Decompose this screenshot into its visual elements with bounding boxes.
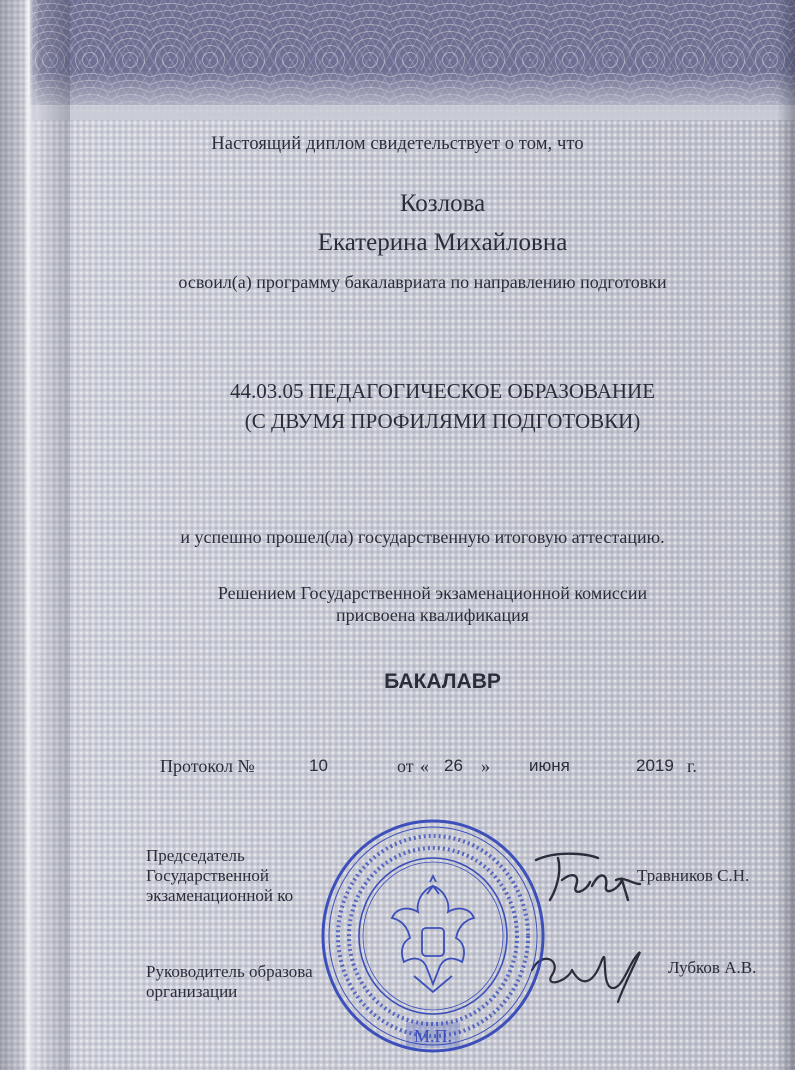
specialty-code-title: 44.03.05 ПЕДАГОГИЧЕСКОЕ ОБРАЗОВАНИЕ	[229, 379, 656, 403]
intro-text: Настоящий диплом свидетельствует о том, что	[211, 134, 584, 154]
chairman-title-line3: экзаменационной ко	[146, 886, 294, 905]
chairman-title-line2: Государственной	[146, 866, 269, 885]
decision-text-continued: присвоена квалификация	[335, 605, 530, 625]
chairman-title-line1: Председатель	[146, 846, 245, 865]
protocol-month: июня	[529, 756, 570, 775]
stamp-mp-text: М.П.	[413, 1026, 453, 1046]
graduate-given-names: Екатерина Михайловна	[317, 229, 568, 256]
protocol-day: 26	[444, 756, 463, 775]
head-title	[146, 962, 313, 1002]
specialty-subtitle: (С ДВУМЯ ПРОФИЛЯМИ ПОДГОТОВКИ)	[244, 409, 641, 433]
head-name: Лубков А.В.	[668, 958, 757, 977]
graduate-surname: Козлова	[399, 190, 486, 217]
qualification-title: БАКАЛАВР	[384, 670, 501, 693]
close-quote: »	[481, 756, 490, 776]
protocol-number: 10	[309, 756, 328, 775]
open-quote: «	[420, 756, 429, 776]
chairman-title	[146, 846, 293, 906]
attestation-text: и успешно прошел(ла) государственную итоговую аттестацию.	[180, 527, 665, 547]
decision-text: Решением Государственной экзаменационной комиссии	[217, 583, 648, 603]
protocol-label: Протокол №	[160, 756, 255, 776]
guilloche-fade	[30, 70, 795, 120]
head-title-line2: организации	[146, 982, 238, 1001]
program-text: освоил(а) программу бакалавриата по направлению подготовки	[178, 272, 667, 292]
protocol-year: 2019	[636, 756, 674, 775]
head-title-line1: Руководитель образова	[146, 962, 313, 981]
official-seal	[318, 816, 548, 1056]
chairman-name: Травников С.Н.	[637, 866, 750, 885]
protocol-from-label: от	[397, 756, 414, 776]
protocol-year-suffix: г.	[687, 756, 697, 776]
